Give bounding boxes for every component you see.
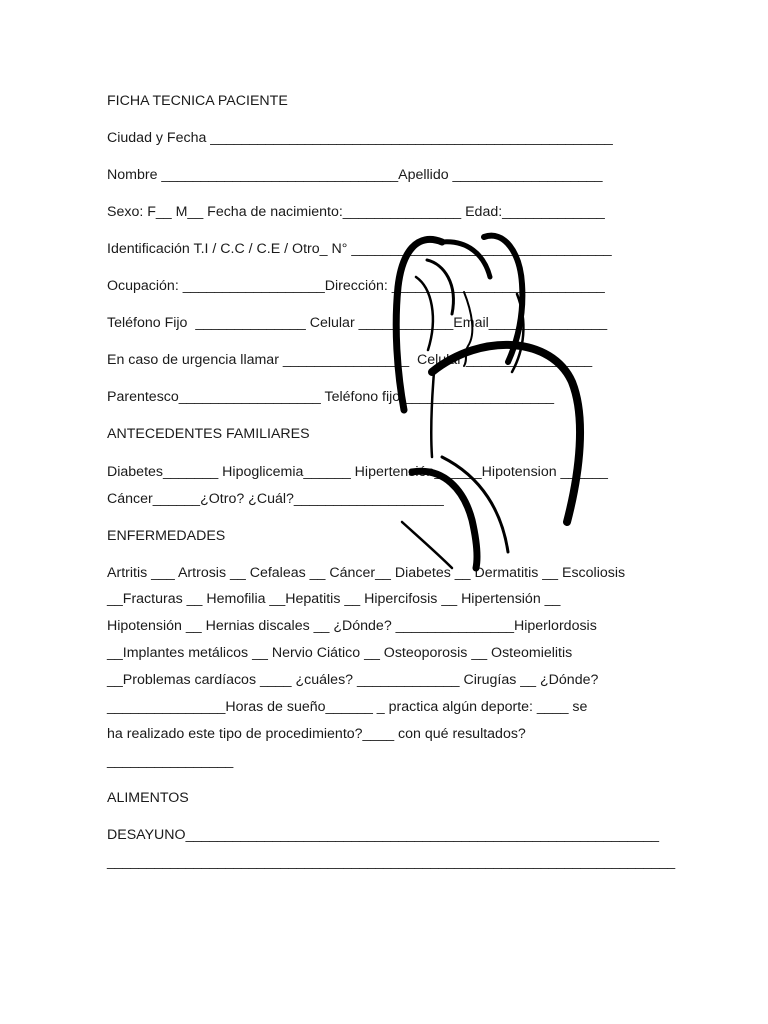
desayuno-field[interactable]: DESAYUNO____________________________________________________________ — [107, 827, 659, 843]
enfermedades-line[interactable]: __Fracturas __ Hemofilia __Hepatitis __ Hipercifosis __ Hipertensión __ — [107, 591, 561, 607]
antecedentes-heading: ANTECEDENTES FAMILIARES — [107, 426, 310, 442]
enfermedades-line[interactable]: Artritis ___ Artrosis __ Cefaleas __ Cáncer__ Diabetes __ Dermatitis __ Escoliosis — [107, 565, 626, 581]
nombre-apellido-field[interactable]: Nombre ______________________________Apellido ___________________ — [107, 167, 603, 183]
parentesco-telefono-field[interactable]: Parentesco__________________ Teléfono fijo ___________________ — [107, 389, 555, 405]
enfermedades-line[interactable]: __Problemas cardíacos ____ ¿cuáles? _____________ Cirugías __ ¿Dónde? — [107, 672, 599, 688]
ocupacion-direccion-field[interactable]: Ocupación: __________________Dirección: ___________________________ — [107, 278, 605, 294]
form-title: FICHA TECNICA PACIENTE — [107, 93, 288, 109]
enfermedades-line[interactable]: Hipotensión __ Hernias discales __ ¿Dónde? _______________Hiperlordosis — [107, 618, 597, 634]
desayuno-continuation-line[interactable]: ________________________________________________________________________ — [107, 854, 676, 870]
enfermedades-line[interactable]: __Implantes metálicos __ Nervio Ciático __ Osteoporosis __ Osteomielitis — [107, 645, 573, 661]
antecedentes-line-1[interactable]: Diabetes_______ Hipoglicemia______ Hipertensión______Hipotension ______ — [107, 464, 608, 480]
enfermedades-line[interactable]: ________________ — [107, 753, 234, 769]
antecedentes-line-2[interactable]: Cáncer______¿Otro? ¿Cuál?___________________ — [107, 491, 444, 507]
telefono-celular-email-field[interactable]: Teléfono Fijo ______________ Celular ____________Email_______________ — [107, 315, 608, 331]
enfermedades-heading: ENFERMEDADES — [107, 528, 226, 544]
identificacion-field[interactable]: Identificación T.I / C.C / C.E / Otro_ N° _________________________________ — [107, 241, 612, 257]
sexo-fecha-edad-field[interactable]: Sexo: F__ M__ Fecha de nacimiento:_______________ Edad:_____________ — [107, 204, 605, 220]
ciudad-fecha-field[interactable]: Ciudad y Fecha ___________________________________________________ — [107, 130, 613, 146]
enfermedades-line[interactable]: _______________Horas de sueño______ _ practica algún deporte: ____ se — [107, 699, 588, 715]
urgencia-celular-field[interactable]: En caso de urgencia llamar ________________ Celular ________________ — [107, 352, 593, 368]
enfermedades-line[interactable]: ha realizado este tipo de procedimiento?____ con qué resultados? — [107, 726, 526, 742]
alimentos-heading: ALIMENTOS — [107, 790, 189, 806]
